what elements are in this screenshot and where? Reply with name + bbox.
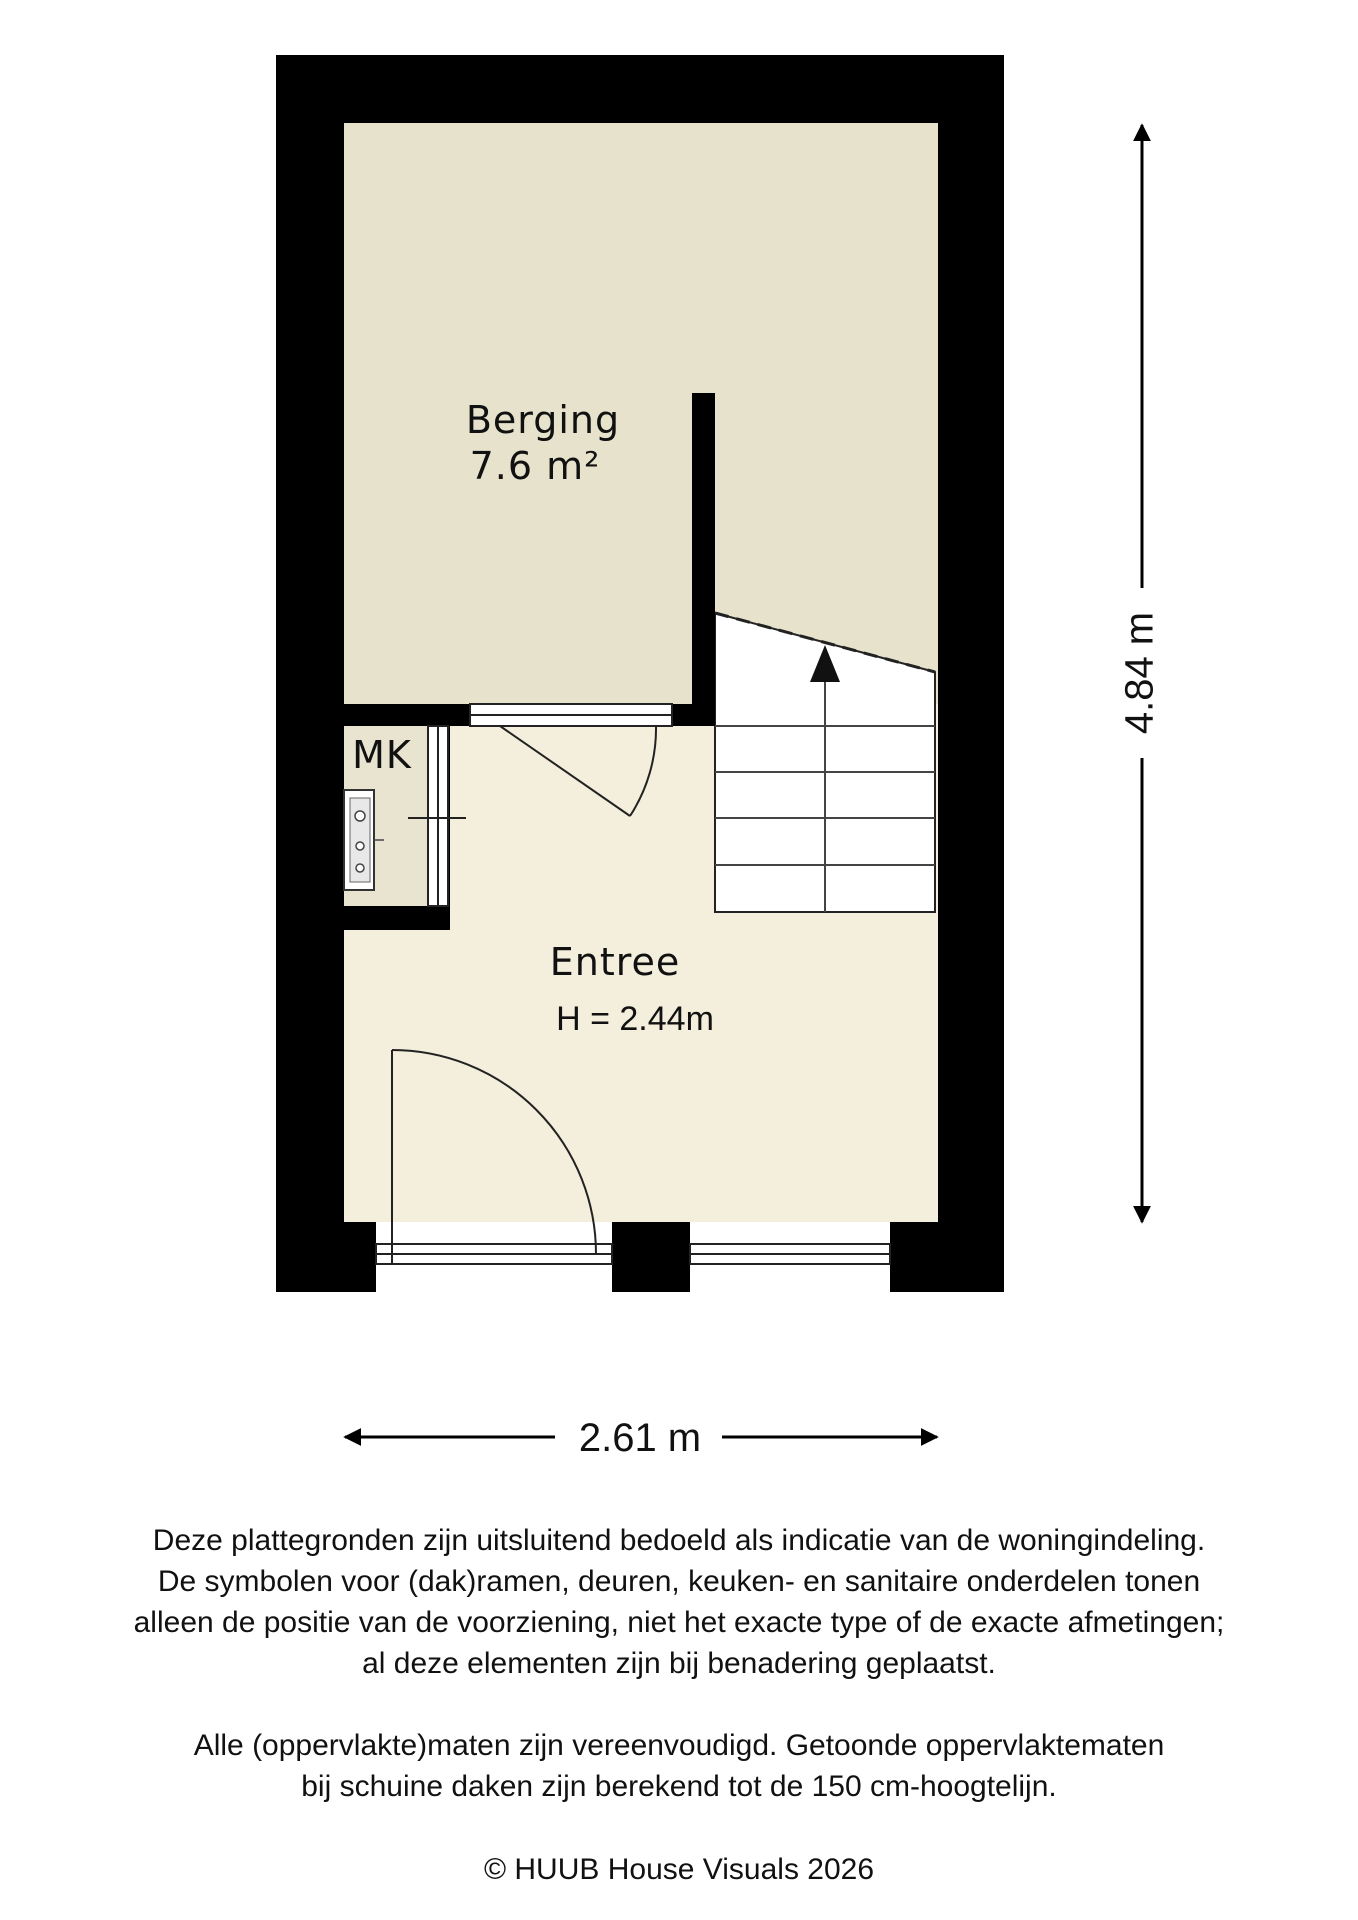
berging-name: Berging xyxy=(465,398,621,442)
front-window xyxy=(690,1222,890,1292)
interior-wall-berging-right xyxy=(672,704,715,726)
height-dimension-label: 4.84 m xyxy=(1117,611,1162,735)
berging-floor xyxy=(344,123,938,704)
mk-wall-bottom xyxy=(344,906,450,930)
disclaimer-line: al deze elementen zijn bij benadering geplaatst. xyxy=(362,1647,996,1680)
interior-wall-berging-left xyxy=(344,704,470,726)
disclaimer-line: Deze plattegronden zijn uitsluitend bedoeld als indicatie van de woningindeling. xyxy=(152,1524,1206,1557)
berging-area: 7.6 m² xyxy=(469,444,601,488)
disclaimer-line: bij schuine daken zijn berekend tot de 150 cm-hoogtelijn. xyxy=(301,1770,1057,1803)
entree-name: Entree xyxy=(549,940,681,984)
height-dimension xyxy=(1118,125,1162,1222)
mk-name: MK xyxy=(352,733,412,777)
disclaimer-line: De symbolen voor (dak)ramen, deuren, keuken- en sanitaire onderdelen tonen xyxy=(157,1565,1201,1598)
disclaimer xyxy=(0,1520,1358,1807)
width-dimension xyxy=(345,1416,937,1460)
entree-height: H = 2.44m xyxy=(556,1000,714,1038)
width-dimension-label: 2.61 m xyxy=(578,1416,702,1460)
disclaimer-line: alleen de positie van de voorziening, niet het exacte type of de exacte afmetingen; xyxy=(133,1606,1225,1639)
interior-wall-vertical xyxy=(692,393,715,725)
copyright: © HUUB House Visuals 2026 xyxy=(483,1853,875,1886)
disclaimer-line: Alle (oppervlakte)maten zijn vereenvoudigd. Getoonde oppervlaktematen xyxy=(193,1729,1165,1762)
